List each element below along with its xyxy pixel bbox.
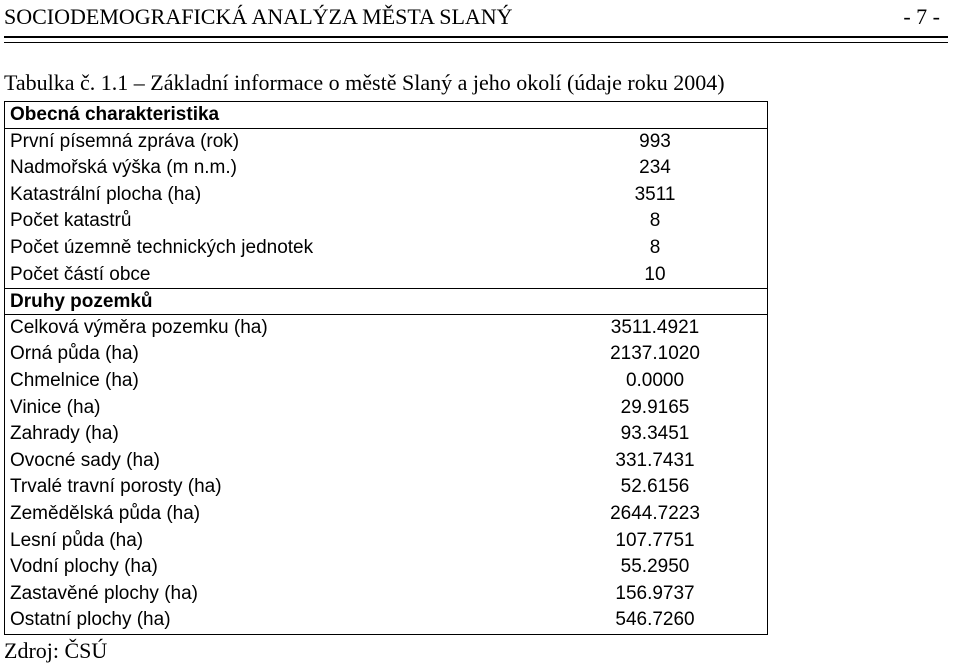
table-row [5,474,767,501]
row-value: 29.9165 [620,396,690,418]
row-label: Ovocné sady (ha) [10,449,160,471]
table-row [5,341,767,368]
table-caption: Tabulka č. 1.1 – Základní informace o městě Slaný a jeho okolí (údaje roku 2004) [4,70,725,95]
table-row [5,155,767,182]
row-label: První písemná zpráva (rok) [10,130,240,152]
row-label: Zahrady (ha) [10,423,119,445]
row-value: 8 [649,210,661,232]
table-row [5,208,767,235]
source-note: Zdroj: ČSÚ [4,638,108,663]
section-land-rows [5,315,767,634]
table-row [5,607,767,634]
row-value: 52.6156 [620,476,690,498]
row-label: Zastavěné plochy (ha) [10,582,198,604]
section-general-rows [5,129,767,289]
row-label: Počet katastrů [10,210,132,232]
section-heading-label: Druhy pozemků [10,291,153,313]
header-rule-thin [4,42,948,43]
table-row [5,448,767,475]
row-value: 234 [639,157,671,179]
row-label: Vodní plochy (ha) [10,556,158,578]
document-title: SOCIODEMOGRAFICKÁ ANALÝZA MĚSTA SLANÝ [4,4,513,29]
row-label: Počet územně technických jednotek [10,236,314,258]
row-value: 8 [649,236,661,258]
row-value: 55.2950 [620,556,690,578]
row-value: 993 [639,130,671,152]
row-label: Celková výměra pozemku (ha) [10,316,268,338]
row-label: Katastrální plocha (ha) [10,183,202,205]
row-value: 3511.4921 [610,316,700,338]
section-heading-label: Obecná charakteristika [10,104,220,125]
row-value: 107.7751 [615,529,695,551]
table-row [5,235,767,262]
row-label: Ostatní plochy (ha) [10,609,171,631]
row-value: 331.7431 [615,449,695,471]
header-rule [4,36,948,38]
row-label: Orná půda (ha) [10,343,139,365]
table-row [5,528,767,555]
info-table [4,101,768,635]
row-value: 10 [644,263,666,285]
row-label: Chmelnice (ha) [10,369,139,391]
row-label: Vinice (ha) [10,396,101,418]
page-number: - 7 - [903,4,940,29]
table-row [5,395,767,422]
table-row [5,421,767,448]
row-value: 93.3451 [620,423,690,445]
table-row [5,368,767,395]
page-header [4,2,950,34]
section-heading-land [5,288,767,315]
row-value: 2137.1020 [610,343,700,365]
table-row [5,315,767,342]
table-row [5,129,767,156]
row-label: Zemědělská půda (ha) [10,502,201,524]
row-value: 3511 [634,183,676,205]
table-row [5,182,767,209]
row-label: Lesní půda (ha) [10,529,144,551]
table-row [5,554,767,581]
row-value: 2644.7223 [610,502,700,524]
row-value: 156.9737 [615,582,695,604]
row-label: Trvalé travní porosty (ha) [10,476,222,498]
row-value: 546.7260 [615,609,695,631]
table-row [5,501,767,528]
table-row [5,581,767,608]
table-row [5,262,767,289]
row-label: Počet částí obce [10,263,151,285]
section-heading-general [5,102,767,129]
row-label: Nadmořská výška (m n.m.) [10,157,237,179]
row-value: 0.0000 [625,369,685,391]
